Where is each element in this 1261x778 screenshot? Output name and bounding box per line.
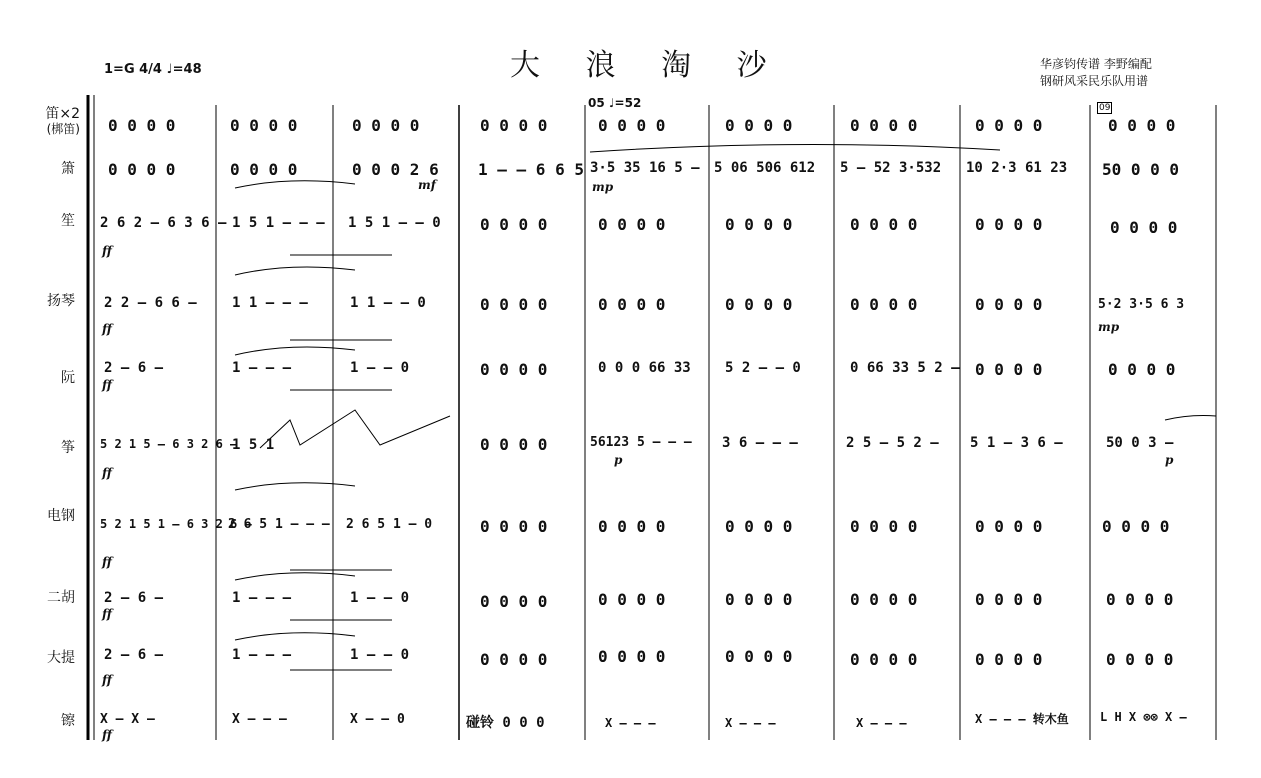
measure: 1 5 1 bbox=[232, 437, 275, 453]
page-title: 大 浪 淘 沙 bbox=[510, 48, 785, 83]
measure: 0 0 0 0 bbox=[598, 647, 666, 666]
measure: 0 0 0 0 bbox=[480, 592, 548, 611]
measure: 0 0 0 0 bbox=[850, 215, 918, 234]
measure: 0 0 0 0 bbox=[850, 116, 918, 135]
dynamic-marking: ff bbox=[102, 607, 112, 621]
measure: 0 0 0 0 bbox=[975, 517, 1043, 536]
measure: 5 1 – 3 6 – bbox=[970, 435, 1063, 451]
instrument-bangdi: (梆笛) bbox=[46, 122, 80, 136]
measure: 0 0 0 0 bbox=[725, 215, 793, 234]
measure: L H X ⊗⊗ X – bbox=[1100, 710, 1187, 724]
measure: 2 – 6 – bbox=[104, 360, 164, 376]
measure: 1 – – 6 6 5 bbox=[478, 160, 584, 179]
dynamic-marking: p bbox=[614, 453, 623, 467]
measure: 0 0 0 0 bbox=[1108, 116, 1176, 135]
measure: 3 6 – – – bbox=[722, 435, 798, 451]
measure: 0 0 0 0 bbox=[975, 360, 1043, 379]
measure: 碰铃 0 0 0 bbox=[466, 715, 545, 731]
measure: 0 0 0 0 bbox=[598, 590, 666, 609]
measure: 0 0 0 0 bbox=[480, 116, 548, 135]
dynamic-marking: ff bbox=[102, 466, 112, 480]
dynamic-marking: mp bbox=[1098, 320, 1120, 334]
credit-orchestra: 钢研风采民乐队用谱 bbox=[1040, 74, 1149, 88]
dynamic-marking: ff bbox=[102, 322, 112, 336]
measure: 2 2 – 6 6 – bbox=[104, 295, 197, 311]
measure: 0 0 0 0 bbox=[1108, 360, 1176, 379]
measure: 2 6 5 1 – – – bbox=[228, 517, 330, 532]
measure: 0 0 0 0 bbox=[725, 517, 793, 536]
measure: 0 0 0 0 bbox=[850, 590, 918, 609]
rehearsal-mark: 09 bbox=[1099, 103, 1111, 113]
measure: 0 0 0 0 bbox=[598, 116, 666, 135]
measure: 0 0 0 0 bbox=[850, 295, 918, 314]
tempo-change: 05 ♩=52 bbox=[588, 96, 642, 110]
measure: 1 1 – – – bbox=[232, 295, 308, 311]
measure: 0 0 0 0 bbox=[108, 160, 176, 179]
measure: 2 – 6 – bbox=[104, 590, 164, 606]
instrument-dizi: 笛×2 bbox=[45, 106, 80, 122]
key-signature: 1=G 4/4 ♩=48 bbox=[104, 62, 202, 77]
measure: 0 0 0 0 bbox=[975, 215, 1043, 234]
measure: 5 06 506 612 bbox=[714, 160, 816, 176]
measure: 0 0 0 0 bbox=[725, 590, 793, 609]
instrument-cello: 大提 bbox=[47, 650, 75, 666]
measure: 0 0 0 0 bbox=[598, 215, 666, 234]
measure: 1 – – 0 bbox=[350, 647, 410, 663]
dynamic-marking: ff bbox=[102, 728, 112, 742]
measure: 5·2 3·5 6 3 bbox=[1098, 297, 1185, 312]
instrument-sheng: 笙 bbox=[61, 213, 75, 229]
measure: 50 0 0 0 bbox=[1102, 160, 1180, 179]
measure: X – – – bbox=[232, 712, 287, 727]
dynamic-marking: ff bbox=[102, 378, 112, 392]
measure: 0 0 0 0 bbox=[598, 295, 666, 314]
measure: 0 0 0 0 bbox=[352, 116, 420, 135]
measure: 0 0 0 0 bbox=[1106, 590, 1174, 609]
measure: 0 0 0 66 33 bbox=[598, 360, 691, 376]
measure: 0 0 0 0 bbox=[850, 650, 918, 669]
measure: 0 0 0 0 bbox=[230, 160, 298, 179]
measure: X – – 0 bbox=[350, 712, 405, 727]
measure: 0 66 33 5 2 – bbox=[850, 360, 960, 376]
measure: 0 0 0 0 bbox=[598, 517, 666, 536]
instrument-epiano: 电钢 bbox=[47, 508, 75, 524]
measure: 1 5 1 – – – bbox=[232, 215, 325, 231]
measure: 0 0 0 0 bbox=[725, 295, 793, 314]
dynamic-marking: mp bbox=[592, 180, 614, 194]
measure: 1 5 1 – – 0 bbox=[348, 215, 441, 231]
measure: 3·5 35 16 5 – bbox=[590, 160, 700, 176]
measure: X – – – 转木鱼 bbox=[975, 712, 1069, 726]
measure: 1 – – – bbox=[232, 647, 292, 663]
measure: 0 0 0 0 bbox=[480, 295, 548, 314]
measure: 0 0 0 0 bbox=[480, 435, 548, 454]
measure: 0 0 0 0 bbox=[975, 295, 1043, 314]
measure: 2 – 6 – bbox=[104, 647, 164, 663]
measure: 0 0 0 0 bbox=[975, 650, 1043, 669]
measure: X – – – bbox=[605, 716, 656, 730]
measure: 0 0 0 0 bbox=[850, 517, 918, 536]
measure: 5 2 1 5 1 – 6 3 2 6 – bbox=[100, 517, 252, 531]
measure: 0 0 0 0 bbox=[480, 360, 548, 379]
measure: 10 2·3 61 23 bbox=[966, 160, 1068, 176]
measure: 1 – – – bbox=[232, 590, 292, 606]
measure: 0 0 0 0 bbox=[725, 116, 793, 135]
measure: 5 2 – – 0 bbox=[725, 360, 801, 376]
instrument-yangqin: 扬琴 bbox=[47, 293, 75, 309]
measure: 0 0 0 0 bbox=[1106, 650, 1174, 669]
measure: 0 0 0 0 bbox=[480, 215, 548, 234]
instrument-zheng: 筝 bbox=[61, 440, 75, 456]
dynamic-marking: mf bbox=[418, 178, 436, 192]
measure: 2 6 2 – 6 3 6 – bbox=[100, 215, 227, 231]
instrument-ruan: 阮 bbox=[61, 370, 75, 386]
dynamic-marking: p bbox=[1165, 453, 1174, 467]
measure: 0 0 0 0 bbox=[108, 116, 176, 135]
measure: 1 1 – – 0 bbox=[350, 295, 426, 311]
credit-arranger: 华彦钧传谱 李野编配 bbox=[1040, 57, 1152, 71]
measure: 0 0 0 0 bbox=[1110, 218, 1178, 237]
dynamic-marking: ff bbox=[102, 244, 112, 258]
measure: 0 0 0 0 bbox=[480, 650, 548, 669]
measure: 5 2 1 5 – 6 3 2 6 – bbox=[100, 437, 238, 451]
measure: 0 0 0 2 6 bbox=[352, 160, 439, 179]
dynamic-marking: ff bbox=[102, 555, 112, 569]
measure: X – – – bbox=[856, 716, 907, 730]
measure: 0 0 0 0 bbox=[975, 116, 1043, 135]
measure: 5 – 52 3·532 bbox=[840, 160, 942, 176]
measure: 1 – – – bbox=[232, 360, 292, 376]
instrument-xiao: 箫 bbox=[61, 161, 75, 177]
measure: 56123 5 – – – bbox=[590, 435, 692, 450]
instrument-cymbal: 镲 bbox=[61, 713, 75, 729]
dynamic-marking: ff bbox=[102, 673, 112, 687]
measure: 2 6 5 1 – 0 bbox=[346, 517, 433, 532]
measure: 0 0 0 0 bbox=[1102, 517, 1170, 536]
measure: X – – – bbox=[725, 716, 776, 730]
measure: 1 – – 0 bbox=[350, 590, 410, 606]
measure: 0 0 0 0 bbox=[230, 116, 298, 135]
measure: 2 5 – 5 2 – bbox=[846, 435, 939, 451]
measure: 0 0 0 0 bbox=[975, 590, 1043, 609]
measure: 1 – – 0 bbox=[350, 360, 410, 376]
instrument-erhu: 二胡 bbox=[47, 590, 75, 606]
measure: 0 0 0 0 bbox=[725, 647, 793, 666]
measure: 0 0 0 0 bbox=[480, 517, 548, 536]
measure: 50 0 3 – bbox=[1106, 435, 1174, 451]
measure: X – X – bbox=[100, 712, 155, 727]
